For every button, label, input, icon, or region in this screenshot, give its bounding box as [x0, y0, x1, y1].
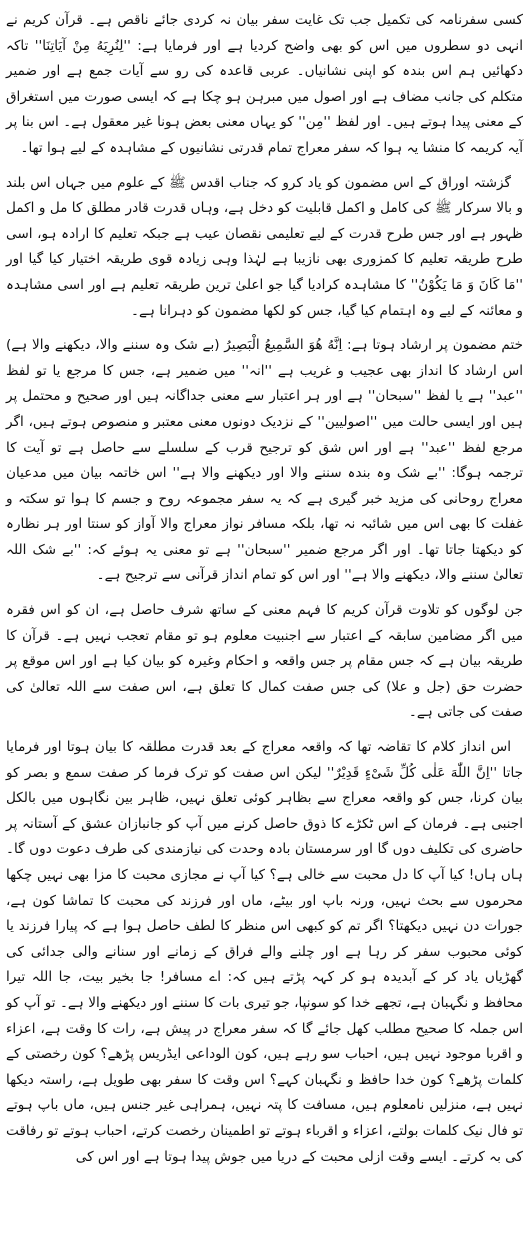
paragraph-farewell-of-love: اس انداز کلام کا تقاضہ تھا کہ واقعہ معراج کے بعد قدرت مطلقہ کا بیان ہوتا اور فرمایا جاتا ''اِنَّ اللّٰهَ عَلٰی كُلِّ شَیْءٍ قَدِیْرٌ'' لیکن اس صفت کو ترک فرما کر صفت سمع و بصر کو بیان کرنا، جس کو واقعہ معراج سے بظاہر کوئی تعلق نہیں، ظاہر بین نگاہوں میں بالکل اجنبی ہے۔ فرمان کے اس ٹکڑے کا ذوق حاصل کرنے میں آپ کو جانبازان عشق کے آستانہ پر حاضری کی تکلیف دوں گا اور سرمستان بادہ وحدت کی نیازمندی کی طرف دعوت دوں گا۔ ہاں ہاں! کیا آپ کا دل محبت سے خالی ہے؟ کیا آپ نے مجازی محبت کا مزا بھی نہیں چکھا محرموں سے بحث نہیں، ورنہ باپ اور بیٹے، ماں اور فرزند کی محبت کا تماشا کون ہے، جورات دن نہیں دیکھتا؟ اگر تم کو کبھی اس منظر کا لطف حاصل ہوا ہے کہ پیارا فرزند یا کوئی محبوب سفر کر رہا ہے اور چلنے والے فراق کے زمانے اور سنانے والی جدائی کی گھڑیاں یاد کر کے آبدیدہ ہو کر کہہ پڑتے ہیں کہ: اے مسافر! جا بخیر بیت، جا اللہ تیرا محافظ و نگہبان ہے، تجھے خدا کو سونپا، جو تیری بات کا سننے اور دیکھنے والا ہے۔ تو آپ کو اس جملہ کا صحیح مطلب کھل جائے گا کہ سفر معراج در پیش ہے، رات کا وقت ہے، اعزاء و اقربا موجود نہیں ہیں، احباب سو رہے ہیں، کون الوداعی ایڈریس پڑھے؟ کون رخصتی کے کلمات پڑھے؟ کون خدا حافظ و نگہبان کہے؟ اس وقت کا سفر بھی طویل ہے، راستہ دیکھا نہیں ہے، منزلیں نامعلوم ہیں، مسافت کا پتہ نہیں، ہمراہی غیر جنس ہیں، ماں باپ ہوتے تو فال نیک کلمات بولتے، اعزاء و اقرباء ہوتے تو اطمینان رخصت کرتے، احباب ہوتے تو رفاقت کی بہ کرتے۔ ایسے وقت ازلی محبت کے دریا میں جوش پیدا ہوتا ہے اور اس کی — [6, 739, 523, 1165]
paragraph-hearing-and-seeing: ختم مضمون پر ارشاد ہوتا ہے: اِنَّهُ هُوَ السَّمِيعُ الْبَصِيرُ (بے شک وہ سننے والا، دیکھنے والا ہے) اس ارشاد کا انداز بھی عجیب و غریب ہے ''انہ'' میں ضمیر ہے، جس کا مرجع یا تو لفظ ''عبد'' ہے یا لفظ ''سبحان'' ہے اور ہر اعتبار سے معنی جداگانہ ہیں اور صحیح و محتمل پر ہیں اور ایسی حالت میں ''اصولیین'' کے نزدیک دونوں معنی معتبر و منصوص ہوتے ہیں، اگر مرجع لفظ ''عبد'' ہے اور اس شق کو ترجیح قرب کے سلسلے سے حاصل ہے تو آیت کا ترجمہ ہوگا: ''بے شک وہ بندہ سننے والا اور دیکھنے والا ہے'' اس خاتمہ بیان میں مدعیان معراج روحانی کی مزید خبر گیری ہے کہ یہ سفر مجموعہ روح و جسم کا ہوا تو سکتہ و غفلت کا بھی اس میں شائبہ نہ تھا، بلکہ مسافر نواز معراج والا آواز کو سنتا اور ہر نظارہ کو دیکھتا جاتا تھا۔ اور اگر مرجع ضمیر ''سبحان'' ہے تو معنی یہ ہوئے کہ: ''بے شک اللہ تعالیٰ سننے والا، دیکھنے والا ہے'' اور اس کو تمام انداز قرآنی سے ترجیح ہے۔ — [6, 337, 523, 584]
paragraph-quranic-style: جن لوگوں کو تلاوت قرآن کریم کا فہم معنی کے ساتھ شرف حاصل ہے، ان کو اس فقرہ میں اگر مضامین سابقہ کے اعتبار سے اجنبیت معلوم ہو تو مقام تعجب نہیں ہے۔ قرآن کا طریقہ بیان ہے کہ جس مقام پر جس واقعہ و احکام وغیرہ کو بیان کیا ہے اور اس موقع پر حضرت حق (جل و علا) کی جس صفت کمال کا تعلق ہے، اس صفت سے اللہ تعالیٰ کی صفت کی جاتی ہے۔ — [6, 602, 523, 721]
paragraph-knowledge-and-observation: گزشتہ اوراق کے اس مضمون کو یاد کرو کہ جناب اقدس ﷺ کے علوم میں جہاں اس بلند و بالا سرکار ﷺ کی کامل و اکمل قابلیت کو دخل ہے، وہاں قدرت قادر مطلق کا مل و اکمل ظہور ہے اور جس طرح قدرت کے لیے تعلیمی نقصان عیب ہے جبکہ تعلیم کا ارادہ ہو، اسی طرح طریقہ تعلیم کا کمزوری بھی نازیبا ہے لہٰذا وہی زیادہ قوی طریقہ اختیار کیا گیا اور ''مَا کَانَ وَ مَا یَکُوْنُ'' کا مشاہدہ کرادیا گیا جو اعلیٰ ترین طریقہ تعلیم ہے اور اسی مشاہدہ و معائنہ کے لیے وہ اہتمام کیا گیا، جس کو لکھا مضمون کو دہرانا ہے۔ — [6, 174, 523, 319]
paragraph-purpose-of-journey: کسی سفرنامہ کی تکمیل جب تک غایت سفر بیان نہ کردی جائے ناقص ہے۔ قرآن کریم نے انہی دو سطروں میں اس کو بھی واضح کردیا ہے اور فرمایا ہے: ''لِنُرِيَهُ مِنْ آيَاتِنَا'' تاکہ دکھائیں ہم اس بندہ کو اپنی نشانیاں۔ عربی قاعدہ کی رو سے آیات جمع ہے اور ضمیر متکلم کی جانب مضاف ہے اور اصول میں مبرہن ہو چکا ہے کہ ایسی صورت میں استغراق کے معنی پیدا ہوتے ہیں۔ اور لفظ ''مِن'' کو یہاں معنی بعض ہونا غیر معقول ہے۔ اس بنا پر آیہ کریمہ کا منشا یہ ہوا کہ سفر معراج تمام قدرتی نشانیوں کے مشاہدہ کے لیے ہوا تھا۔ — [6, 12, 523, 156]
